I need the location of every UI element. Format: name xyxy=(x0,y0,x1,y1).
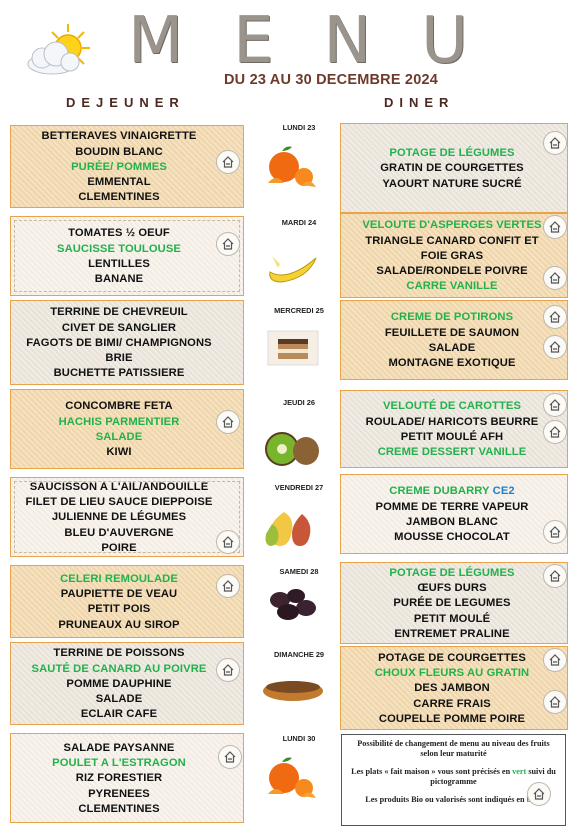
dish-item: JULIENNE DE LÉGUMES xyxy=(51,511,187,524)
fait-maison-logo-icon xyxy=(216,232,240,256)
fait-maison-logo-icon xyxy=(216,658,240,682)
note-maturity: Possibilité de changement de menu au niveau des fruits selon leur maturité xyxy=(357,739,550,758)
dish-item: POTAGE DE LÉGUMES xyxy=(389,566,515,579)
lunch-menu-card xyxy=(10,389,244,469)
lunch-column-heading: DEJEUNER xyxy=(66,95,185,110)
fait-maison-logo-icon xyxy=(216,530,240,554)
dish-item: PETIT POIS xyxy=(87,603,151,616)
day-label: DIMANCHE 29 xyxy=(273,650,325,659)
fait-maison-logo-icon xyxy=(543,648,567,672)
eclair-image xyxy=(258,665,328,713)
pears-image xyxy=(258,500,328,548)
banana-image xyxy=(258,238,328,286)
dish-item: MONTAGNE EXOTIQUE xyxy=(388,357,516,370)
info-note xyxy=(341,734,566,826)
page-title xyxy=(128,6,468,76)
title-letter: U xyxy=(421,4,468,78)
dinner-menu-card xyxy=(340,474,568,554)
fait-maison-logo-icon xyxy=(216,410,240,434)
dish-item: BOUDIN BLANC xyxy=(75,145,163,158)
dish-item: VELOUTE D'ASPERGES VERTES xyxy=(362,219,542,232)
dinner-dish-list xyxy=(339,218,565,294)
dish-item: ECLAIR CAFE xyxy=(80,708,158,721)
dish-item: SALADE xyxy=(95,693,143,706)
day-label: MERCREDI 25 xyxy=(274,306,324,315)
note-homemade: Les plats « fait maison » vous sont précisés en vert suivi du pictogramme xyxy=(351,767,556,786)
orange-mandarin-image xyxy=(258,143,328,191)
dish-item: POIRE xyxy=(101,541,137,554)
dish-item: FOIE GRAS xyxy=(420,249,484,262)
lunch-menu-card xyxy=(10,565,244,638)
dish-item: PURÉE/ POMMES xyxy=(71,160,167,173)
dish-item: POTAGE DE COURGETTES xyxy=(378,651,526,664)
dish-item: TRIANGLE CANARD CONFIT ET xyxy=(365,234,539,247)
lunch-dish-list xyxy=(3,129,235,205)
orange-mandarin-image xyxy=(258,754,328,802)
title-letter: E xyxy=(233,4,274,78)
dinner-dish-list xyxy=(339,651,565,727)
dish-item: VELOUTÉ DE CAROTTES xyxy=(382,400,522,413)
dinner-dish-list xyxy=(339,484,565,545)
dinner-dish-list xyxy=(339,146,565,192)
dish-item: COUPELLE POMME POIRE xyxy=(378,712,526,725)
dish-item: CIVET DE SANGLIER xyxy=(61,321,177,334)
note-bio: Les produits Bio ou valorisés sont indiqués en xyxy=(365,795,525,804)
dish-item: PURÉE DE LEGUMES xyxy=(393,597,511,610)
lunch-dish-list xyxy=(3,305,235,381)
dish-item: CARRE FRAIS xyxy=(413,697,491,710)
dish-item: SAUCISSON A L'AIL/ANDOUILLE xyxy=(29,480,209,493)
sun-cloud-icon xyxy=(22,20,98,82)
dish-item: CREME DESSERT VANILLE xyxy=(377,446,527,459)
dish-item: MOUSSE CHOCOLAT xyxy=(394,531,510,544)
dinner-menu-card xyxy=(340,123,568,213)
lunch-dish-list xyxy=(3,399,235,460)
fait-maison-logo-icon xyxy=(543,266,567,290)
dish-item: CREME DE POTIRONS xyxy=(390,311,514,324)
dinner-column-heading: DINER xyxy=(384,95,455,110)
fait-maison-logo-icon xyxy=(543,520,567,544)
dish-item: POMME DAUPHINE xyxy=(66,677,172,690)
dish-item: CARRE VANILLE xyxy=(406,280,498,293)
dish-item: SALADE xyxy=(95,430,143,443)
dish-item: PYRENEES xyxy=(88,787,150,800)
dinner-dish-list xyxy=(339,566,565,642)
dinner-menu-card xyxy=(340,300,568,380)
dish-item: PRUNEAUX AU SIROP xyxy=(58,618,180,631)
fait-maison-logo-icon xyxy=(543,420,567,444)
title-letter: N xyxy=(323,4,372,78)
day-label: VENDREDI 27 xyxy=(274,483,324,492)
dish-item: SAUCISSE TOULOUSE xyxy=(57,242,181,255)
dinner-menu-card xyxy=(340,562,568,644)
lunch-menu-card xyxy=(10,300,244,385)
dish-item: JAMBON BLANC xyxy=(406,515,498,528)
dish-item: TOMATES ½ OEUF xyxy=(68,227,170,240)
lunch-dish-list xyxy=(3,480,235,556)
lunch-menu-card xyxy=(10,216,244,296)
lunch-menu-card xyxy=(10,733,244,823)
lunch-dish-list xyxy=(3,226,235,287)
day-label: MARDI 24 xyxy=(281,218,317,227)
lunch-menu-card xyxy=(10,125,244,208)
dish-item: CELERI REMOULADE xyxy=(60,572,178,585)
lunch-dish-list xyxy=(3,646,235,722)
dinner-dish-list xyxy=(339,399,565,460)
dish-item: RIZ FORESTIER xyxy=(75,772,163,785)
dish-item: ROULADE/ HARICOTS BEURRE xyxy=(365,415,539,428)
fait-maison-logo-icon xyxy=(543,335,567,359)
dish-item: ŒUFS DURS xyxy=(417,582,487,595)
dish-item: POMME DE TERRE VAPEUR xyxy=(375,500,529,513)
dish-item: CONCOMBRE FETA xyxy=(65,400,173,413)
dish-item: LENTILLES xyxy=(88,257,150,270)
dish-item: PETIT MOULÉ AFH xyxy=(400,430,504,443)
dinner-menu-card xyxy=(340,646,568,730)
fait-maison-logo-icon xyxy=(527,782,551,806)
fait-maison-logo-icon xyxy=(216,574,240,598)
kiwi-image xyxy=(258,423,328,471)
dinner-menu-card xyxy=(340,390,568,468)
dish-item: CREME DUBARRY CE2 xyxy=(389,485,515,498)
date-range: DU 23 AU 30 DECEMBRE 2024 xyxy=(224,72,438,88)
dish-item: ENTREMET PRALINE xyxy=(394,627,510,640)
fait-maison-logo-icon xyxy=(543,393,567,417)
dish-item: KIWI xyxy=(106,446,132,459)
dish-item: EMMENTAL xyxy=(87,176,151,189)
title-letter: M xyxy=(128,4,184,78)
dish-item: CLEMENTINES xyxy=(78,802,160,815)
dish-item: SALADE xyxy=(428,341,476,354)
fait-maison-logo-icon xyxy=(543,690,567,714)
fait-maison-logo-icon xyxy=(543,305,567,329)
dish-item: CLEMENTINES xyxy=(78,191,160,204)
fait-maison-logo-icon xyxy=(543,564,567,588)
dish-item: GRATIN DE COURGETTES xyxy=(380,162,524,175)
dish-item: BLEU D'AUVERGNE xyxy=(64,526,174,539)
dish-item: FEUILLETE DE SAUMON xyxy=(384,326,520,339)
dish-item: FAGOTS DE BIMI/ CHAMPIGNONS xyxy=(26,336,212,349)
dish-item: BETTERAVES VINAIGRETTE xyxy=(41,130,197,143)
cake-image xyxy=(258,323,328,371)
dish-item: SALADE/RONDELE POIVRE xyxy=(376,265,528,278)
dish-item: TERRINE DE CHEVREUIL xyxy=(50,306,188,319)
dinner-dish-list xyxy=(339,310,565,371)
dish-item: SALADE PAYSANNE xyxy=(63,741,175,754)
dish-item: TERRINE DE POISSONS xyxy=(53,647,185,660)
dinner-menu-card xyxy=(340,213,568,298)
dish-item: FILET DE LIEU SAUCE DIEPPOISE xyxy=(25,496,213,509)
dish-item: PAUPIETTE DE VEAU xyxy=(60,588,178,601)
lunch-dish-list xyxy=(3,741,235,817)
dish-item: DES JAMBON xyxy=(414,682,490,695)
dish-item: SAUTÉ DE CANARD AU POIVRE xyxy=(31,662,207,675)
dish-item: HACHIS PARMENTIER xyxy=(58,415,180,428)
dish-item: PETIT MOULÉ xyxy=(413,612,491,625)
day-label: LUNDI 23 xyxy=(282,123,316,132)
lunch-menu-card xyxy=(10,477,244,557)
bio-label: CE2 xyxy=(492,485,515,498)
dish-item: YAOURT NATURE SUCRÉ xyxy=(382,177,522,190)
fait-maison-logo-icon xyxy=(218,745,242,769)
prunes-image xyxy=(258,578,328,626)
fait-maison-logo-icon xyxy=(543,215,567,239)
day-label: JEUDI 26 xyxy=(282,398,316,407)
dish-item: POULET A L'ESTRAGON xyxy=(52,757,186,770)
fait-maison-logo-icon xyxy=(543,131,567,155)
lunch-dish-list xyxy=(3,572,235,633)
day-label: LUNDI 30 xyxy=(282,734,316,743)
dish-item: BANANE xyxy=(94,273,144,286)
fait-maison-logo-icon xyxy=(216,150,240,174)
dish-item: BUCHETTE PATISSIERE xyxy=(53,367,185,380)
dish-item: POTAGE DE LÉGUMES xyxy=(389,147,515,160)
lunch-menu-card xyxy=(10,642,244,725)
dish-item: BRIE xyxy=(105,352,133,365)
dish-item: CHOUX FLEURS AU GRATIN xyxy=(374,667,530,680)
day-label: SAMEDI 28 xyxy=(279,567,319,576)
